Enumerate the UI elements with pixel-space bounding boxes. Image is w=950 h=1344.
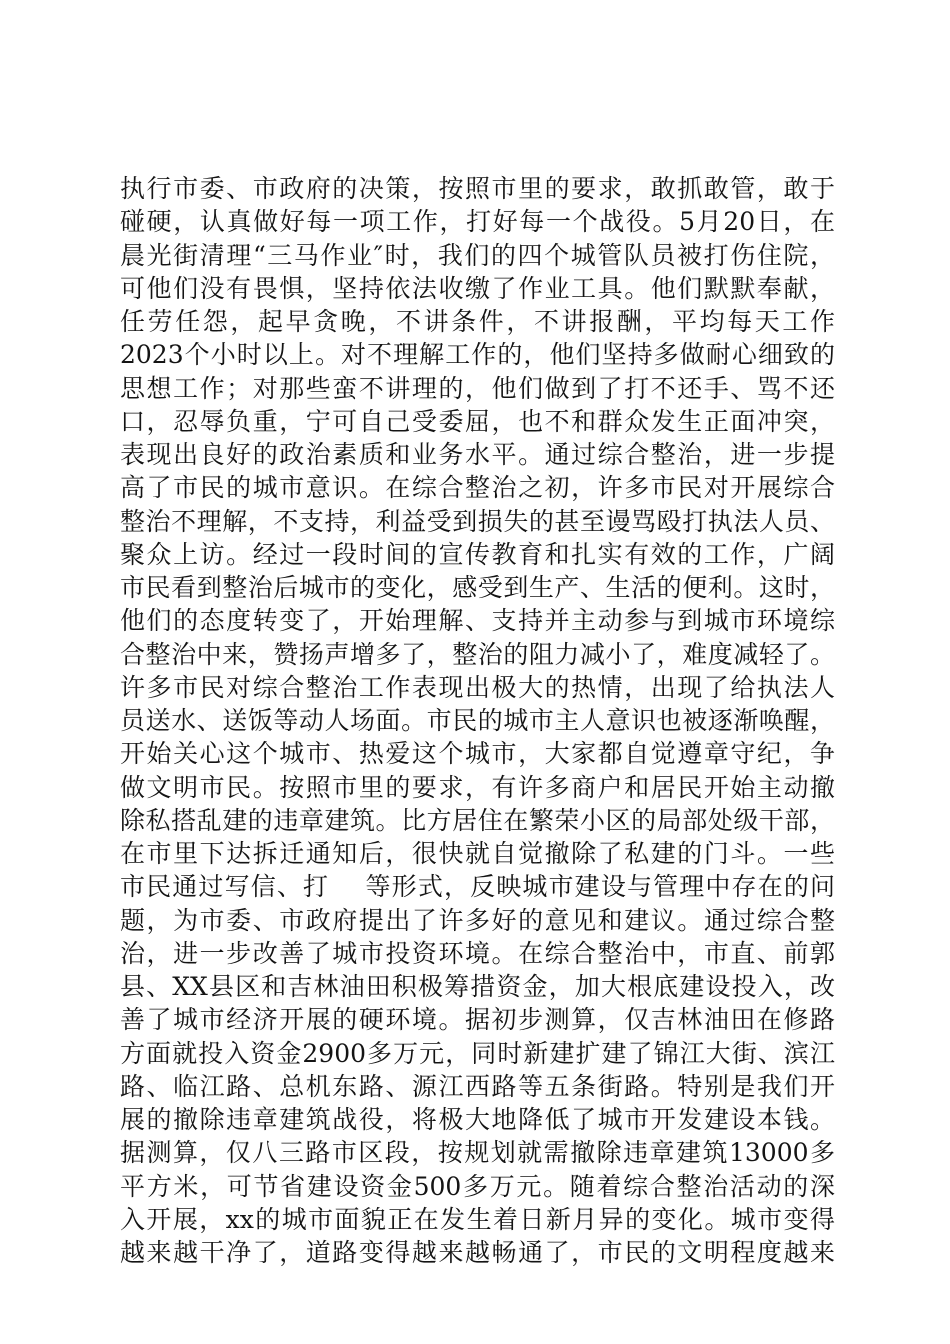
text-line: 方面就投入资金2900多万元，同时新建扩建了锦江大街、滨江 [120,1038,835,1068]
text-line: 2023个小时以上。对不理解工作的，他们坚持多做耐心细致的 [120,340,835,370]
text-line: 善了城市经济开展的硬环境。据初步测算，仅吉林油田在修路 [120,1005,835,1035]
text-line: 在市里下达拆迁通知后，很快就自觉撤除了私建的门斗。一些 [120,839,835,868]
text-line: 做文明市民。按照市里的要求，有许多商户和居民开始主动撤 [120,772,835,802]
text-line: 高了市民的城市意识。在综合整治之初，许多市民对开展综合 [120,473,835,503]
text-line: 入开展，xx的城市面貌正在发生着日新月异的变化。城市变得 [120,1204,835,1234]
text-line: 可他们没有畏惧，坚持依法收缴了作业工具。他们默默奉献， [120,273,835,303]
text-line: 合整治中来，赞扬声增多了，整治的阻力减小了，难度减轻了。 [120,639,835,669]
text-line: 口，忍辱负重，宁可自己受委屈，也不和群众发生正面冲突， [120,406,835,436]
text-line: 展的撤除违章建筑战役，将极大地降低了城市开发建设本钱。 [120,1105,835,1134]
text-line: 开始关心这个城市、热爱这个城市，大家都自觉遵章守纪，争 [120,739,835,769]
text-line: 越来越干净了，道路变得越来越畅通了，市民的文明程度越来 [120,1238,835,1267]
text-line: 市民看到整治后城市的变化，感受到生产、生活的便利。这时， [120,573,835,602]
text-line: 题，为市委、市政府提出了许多好的意见和建议。通过综合整 [120,905,835,935]
text-line: 据测算，仅八三路市区段，按规划就需撤除违章建筑13000多 [120,1138,835,1168]
text-line: 任劳任怨，起早贪晚，不讲条件，不讲报酬，平均每天工作 [120,307,835,336]
text-line: 晨光街清理“三马作业″时，我们的四个城管队员被打伤住院， [120,240,835,270]
text-line: 市民通过写信、打 等形式，反映城市建设与管理中存在的问 [120,872,835,902]
text-line: 碰硬，认真做好每一项工作，打好每一个战役。5月20日，在 [120,207,835,237]
text-line: 县、XX县区和吉林油田积极筹措资金，加大根底建设投入，改 [120,972,835,1001]
body-text [120,172,835,1269]
text-line: 执行市委、市政府的决策，按照市里的要求，敢抓敢管，敢于 [120,174,835,203]
text-line: 除私搭乱建的违章建筑。比方居住在繁荣小区的局部处级干部， [120,805,835,835]
text-line: 平方米，可节省建设资金500多万元。随着综合整治活动的深 [120,1171,835,1201]
text-line: 许多市民对综合整治工作表现出极大的热情，出现了给执法人 [120,672,835,702]
text-line: 表现出良好的政治素质和业务水平。通过综合整治，进一步提 [120,440,835,469]
text-line: 整治不理解，不支持，利益受到损失的甚至谩骂殴打执法人员、 [120,506,835,536]
text-line: 路、临江路、总机东路、源江西路等五条街路。特别是我们开 [120,1071,835,1101]
text-line: 他们的态度转变了，开始理解、支持并主动参与到城市环境综 [120,606,835,636]
text-line: 治，进一步改善了城市投资环境。在综合整治中，市直、前郭 [120,938,835,968]
text-line: 思想工作；对那些蛮不讲理的，他们做到了打不还手、骂不还 [120,373,835,403]
text-line: 聚众上访。经过一段时间的宣传教育和扎实有效的工作，广阔 [120,539,835,569]
text-line: 员送水、送饭等动人场面。市民的城市主人意识也被逐渐唤醒， [120,706,835,735]
